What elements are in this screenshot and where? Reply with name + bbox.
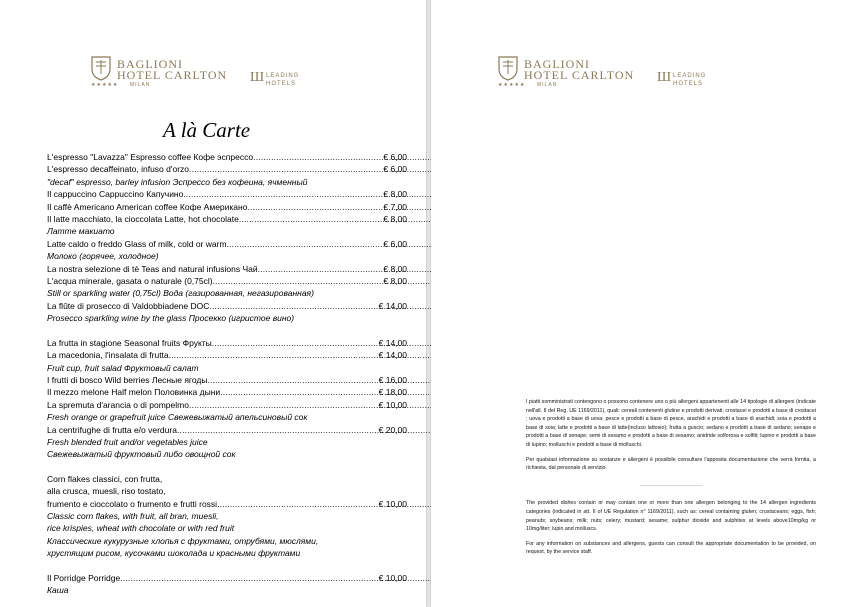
menu-item xyxy=(47,300,407,312)
allergen-info-it: I piatti somministrati contengono o possono contenere uno o più allergeni appartenenti alle 14 tipologie di allergeni (indicate nell'all. II del Reg. UE 1169/2011), quali: cereali contenenti glutine e prodotti derivati; crostacei e prodotti a base di crostacei ; uova e prodotti a base di uova; pesce e prodotti a base di pesce, arachidi e prodotti a base di arachidi; soia e prodotti a base di soia; latte e prodotti a base di latte(incluso lattosio); frutta a guscio; sedano e prodotti a base di sedano; senape e prodotti a base di senape; semi di sesamo e prodotti a base di sesamo; anidride solforosa e solfiti; lupino e prodotti a base di lupino; molluschi e prodotti a base di molluschi. xyxy=(526,399,816,448)
star-rating: ★★★★★ xyxy=(498,82,526,88)
menu-item-price: € 18,00 xyxy=(378,387,407,398)
menu-item-name: La frutta in stagione Seasonal fruits Фрукты xyxy=(47,337,212,348)
menu-item-translation: Fresh orange or grapefruit juice Свежевыжатый апельсиновый сок xyxy=(47,412,308,423)
brand-hotel: HOTEL CARLTON xyxy=(524,68,635,82)
menu-item-dots xyxy=(207,374,377,386)
menu-item-price: € 20,00 xyxy=(378,424,407,435)
menu-item-name: Il mezzo melone Half melon Половинка дыни xyxy=(47,387,221,398)
menu-item-dots xyxy=(177,424,378,436)
menu-item-price: € 14,00 xyxy=(378,350,407,361)
menu-item-name: L'espresso "Lavazza" Espresso coffee Кофе эспрессо xyxy=(47,152,254,162)
menu-item-price: € 6,00 xyxy=(383,152,407,162)
section-gap xyxy=(47,461,407,473)
menu-item-name: Il caffè Americano American coffee Кофе Американо xyxy=(47,201,248,212)
section-gap xyxy=(47,560,407,572)
menu-item xyxy=(47,399,407,411)
partner-line2: HOTELS xyxy=(673,81,704,87)
menu-item xyxy=(47,201,407,213)
page-title: A là Carte xyxy=(163,118,251,142)
brand-city: MILAN xyxy=(130,82,151,88)
brand-city: MILAN xyxy=(537,82,558,88)
section-gap xyxy=(47,325,407,337)
menu-item-price: € 8,00 xyxy=(383,263,407,274)
menu-item-price: € 8,00 xyxy=(383,276,407,287)
menu-item-price: € 6,00 xyxy=(383,164,407,175)
leading-hotels-logo xyxy=(250,70,320,90)
menu-item-name: La macedonia, l'insalata di frutta xyxy=(47,350,169,361)
menu-item-translation: rice krispies, wheat with chocolate or with red fruit xyxy=(47,523,235,534)
crest-icon xyxy=(497,55,519,81)
menu-item-price: € 6,00 xyxy=(383,238,407,249)
menu-item-dots xyxy=(189,399,378,411)
menu-item xyxy=(47,572,407,584)
menu-item-translation: Классические кукурузные хлопья с фруктами, отрубями, мюслями, xyxy=(47,535,319,546)
menu-item-name: L'espresso decaffeinato, infuso d'orzo xyxy=(47,164,190,175)
menu-item-dots xyxy=(189,163,382,175)
leading-hotels-icon: Ш xyxy=(250,70,265,85)
menu-item xyxy=(47,213,407,225)
menu-item-translation: Fruit cup, fruit salad Фруктовый салат xyxy=(47,362,199,373)
menu-item-translation: "decaf" espresso, barley infusion Эспрессо без кофеина, ячменный xyxy=(47,176,308,187)
hotel-logo xyxy=(90,55,320,95)
leading-hotels-logo xyxy=(657,70,727,90)
separator: ----------------------------------------------- xyxy=(639,481,703,487)
menu-item-name: La centrifughe di frutta e/o verdura xyxy=(47,424,177,435)
menu-item xyxy=(47,424,407,436)
menu-item-price: € 8,00 xyxy=(383,189,407,200)
partner-line1: LEADING xyxy=(266,73,300,79)
menu-item-name: La spremuta d'arancia o di pompelmo xyxy=(47,399,189,410)
menu-item-price: € 10,00 xyxy=(378,572,407,583)
menu-item-translation: Латте макиато xyxy=(47,226,115,237)
partner-line1: LEADING xyxy=(673,73,707,79)
menu-item xyxy=(47,386,407,398)
menu-item-name: La flûte di prosecco di Valdobbiadene DOC xyxy=(47,300,210,311)
menu-item-translation: Classic corn flakes, with fruit, all bran, muesli, xyxy=(47,510,219,521)
menu-item-name: alla crusca, muesli, riso tostato, xyxy=(47,486,166,497)
menu-item-name: L'acqua minerale, gasata o naturale (0,75cl) xyxy=(47,276,213,287)
allergen-info-en: The provided dishes contain or may contain one or more than one allergen belonging to the 14 allergen ingredients categories (indicated in att. II of UE Regulation n° 1169/2011), such as: cereal containing gluten; crustaceans; eggs, fish; peanuts; soybeans; milk; nuts; celery; mustard; sesame; sulphur dioxide and sulphites at levels above10mg/kg or 10mg/liter; lupin and molluscs. xyxy=(526,500,816,533)
menu-item-dots xyxy=(220,386,377,398)
menu-item xyxy=(47,498,407,510)
menu-item-dots xyxy=(209,300,377,312)
menu-item xyxy=(47,263,407,275)
menu-item xyxy=(47,238,407,250)
menu-item-dots xyxy=(247,201,382,213)
menu-item-translation: Still or sparkling water (0,75cl) Вода (газированная, негазированная) xyxy=(47,288,314,299)
menu-item-price: € 10,00 xyxy=(378,498,407,509)
menu-item-name: Latte caldo o freddo Glass of milk, cold or warm xyxy=(47,238,227,249)
menu-item-translation: Свежевыжатый фруктовый либо овощной сок xyxy=(47,449,236,460)
menu-item-translation: Молоко (горячее, холодное) xyxy=(47,251,159,262)
menu-item xyxy=(47,349,407,361)
menu-page-right xyxy=(431,0,859,607)
menu-item xyxy=(47,337,407,349)
menu-item-translation: Prosecco sparkling wine by the glass Просекко (игристое вино) xyxy=(47,313,295,324)
menu-item-dots xyxy=(227,238,383,250)
menu-list xyxy=(47,151,407,596)
menu-item xyxy=(47,188,407,200)
menu-item xyxy=(47,151,407,163)
allergen-contact-en: For any information on substances and allergens, guests can consult the appropriate documentation to be provided, on request, by the service staff. xyxy=(526,540,816,556)
menu-item-name: La nostra selezione di tè Teas and natural infusions Чай xyxy=(47,263,258,274)
menu-item-name: Il latte macchiato, la cioccolata Latte, hot chocolate xyxy=(47,214,239,225)
menu-item-price: € 14,00 xyxy=(378,337,407,348)
menu-item xyxy=(47,275,407,287)
brand-hotel: HOTEL CARLTON xyxy=(117,68,228,82)
menu-item-dots xyxy=(217,498,378,510)
hotel-logo-right xyxy=(497,55,727,95)
menu-item xyxy=(47,374,407,386)
menu-item-price: € 14,00 xyxy=(378,300,407,311)
star-rating: ★★★★★ xyxy=(91,82,119,88)
menu-item-name: Il Porridge Porridge xyxy=(47,572,121,583)
allergen-info xyxy=(526,398,816,563)
menu-item-name: I frutti di bosco Wild berries Лесные ягоды xyxy=(47,374,208,385)
menu-item-price: € 10,00 xyxy=(378,399,407,410)
menu-item-translation: Каша xyxy=(47,585,69,595)
brand-name: BAGLIONI xyxy=(524,57,590,71)
menu-item-name: Corn flakes classici, con frutta, xyxy=(47,473,163,484)
menu-item-dots xyxy=(213,275,383,287)
menu-item-dots xyxy=(120,572,377,584)
menu-item-price: € 16,00 xyxy=(378,374,407,385)
menu-item-dots xyxy=(253,151,382,163)
menu-item-price: € 7,00 xyxy=(383,201,407,212)
menu-item-dots xyxy=(258,263,383,275)
menu-item xyxy=(47,163,407,175)
menu-item-dots xyxy=(183,188,382,200)
menu-item-price: € 8,00 xyxy=(383,214,407,225)
menu-item-dots xyxy=(169,349,378,361)
partner-line2: HOTELS xyxy=(266,81,297,87)
leading-hotels-icon: Ш xyxy=(657,70,672,85)
menu-item-translation: хрустящим рисом, кусочками шоколада и красными фруктами xyxy=(47,548,301,559)
allergen-contact-it: Per qualsiasi informazione su sostanze e allergeni è possibile consultare l'apposita documentazione che verrà fornita, a richiesta, dal personale di servizio. xyxy=(526,456,816,472)
menu-page-left xyxy=(0,0,426,607)
crest-icon xyxy=(90,55,112,81)
menu-item-dots xyxy=(212,337,378,349)
brand-name: BAGLIONI xyxy=(117,57,183,71)
menu-item-name: frumento e cioccolato o frumento e frutti rossi xyxy=(47,498,218,509)
menu-item-name: Il cappuccino Cappuccino Капучино xyxy=(47,189,184,200)
menu-item-dots xyxy=(239,213,383,225)
menu-item-translation: Fresh blended fruit and/or vegetables juice xyxy=(47,436,208,447)
